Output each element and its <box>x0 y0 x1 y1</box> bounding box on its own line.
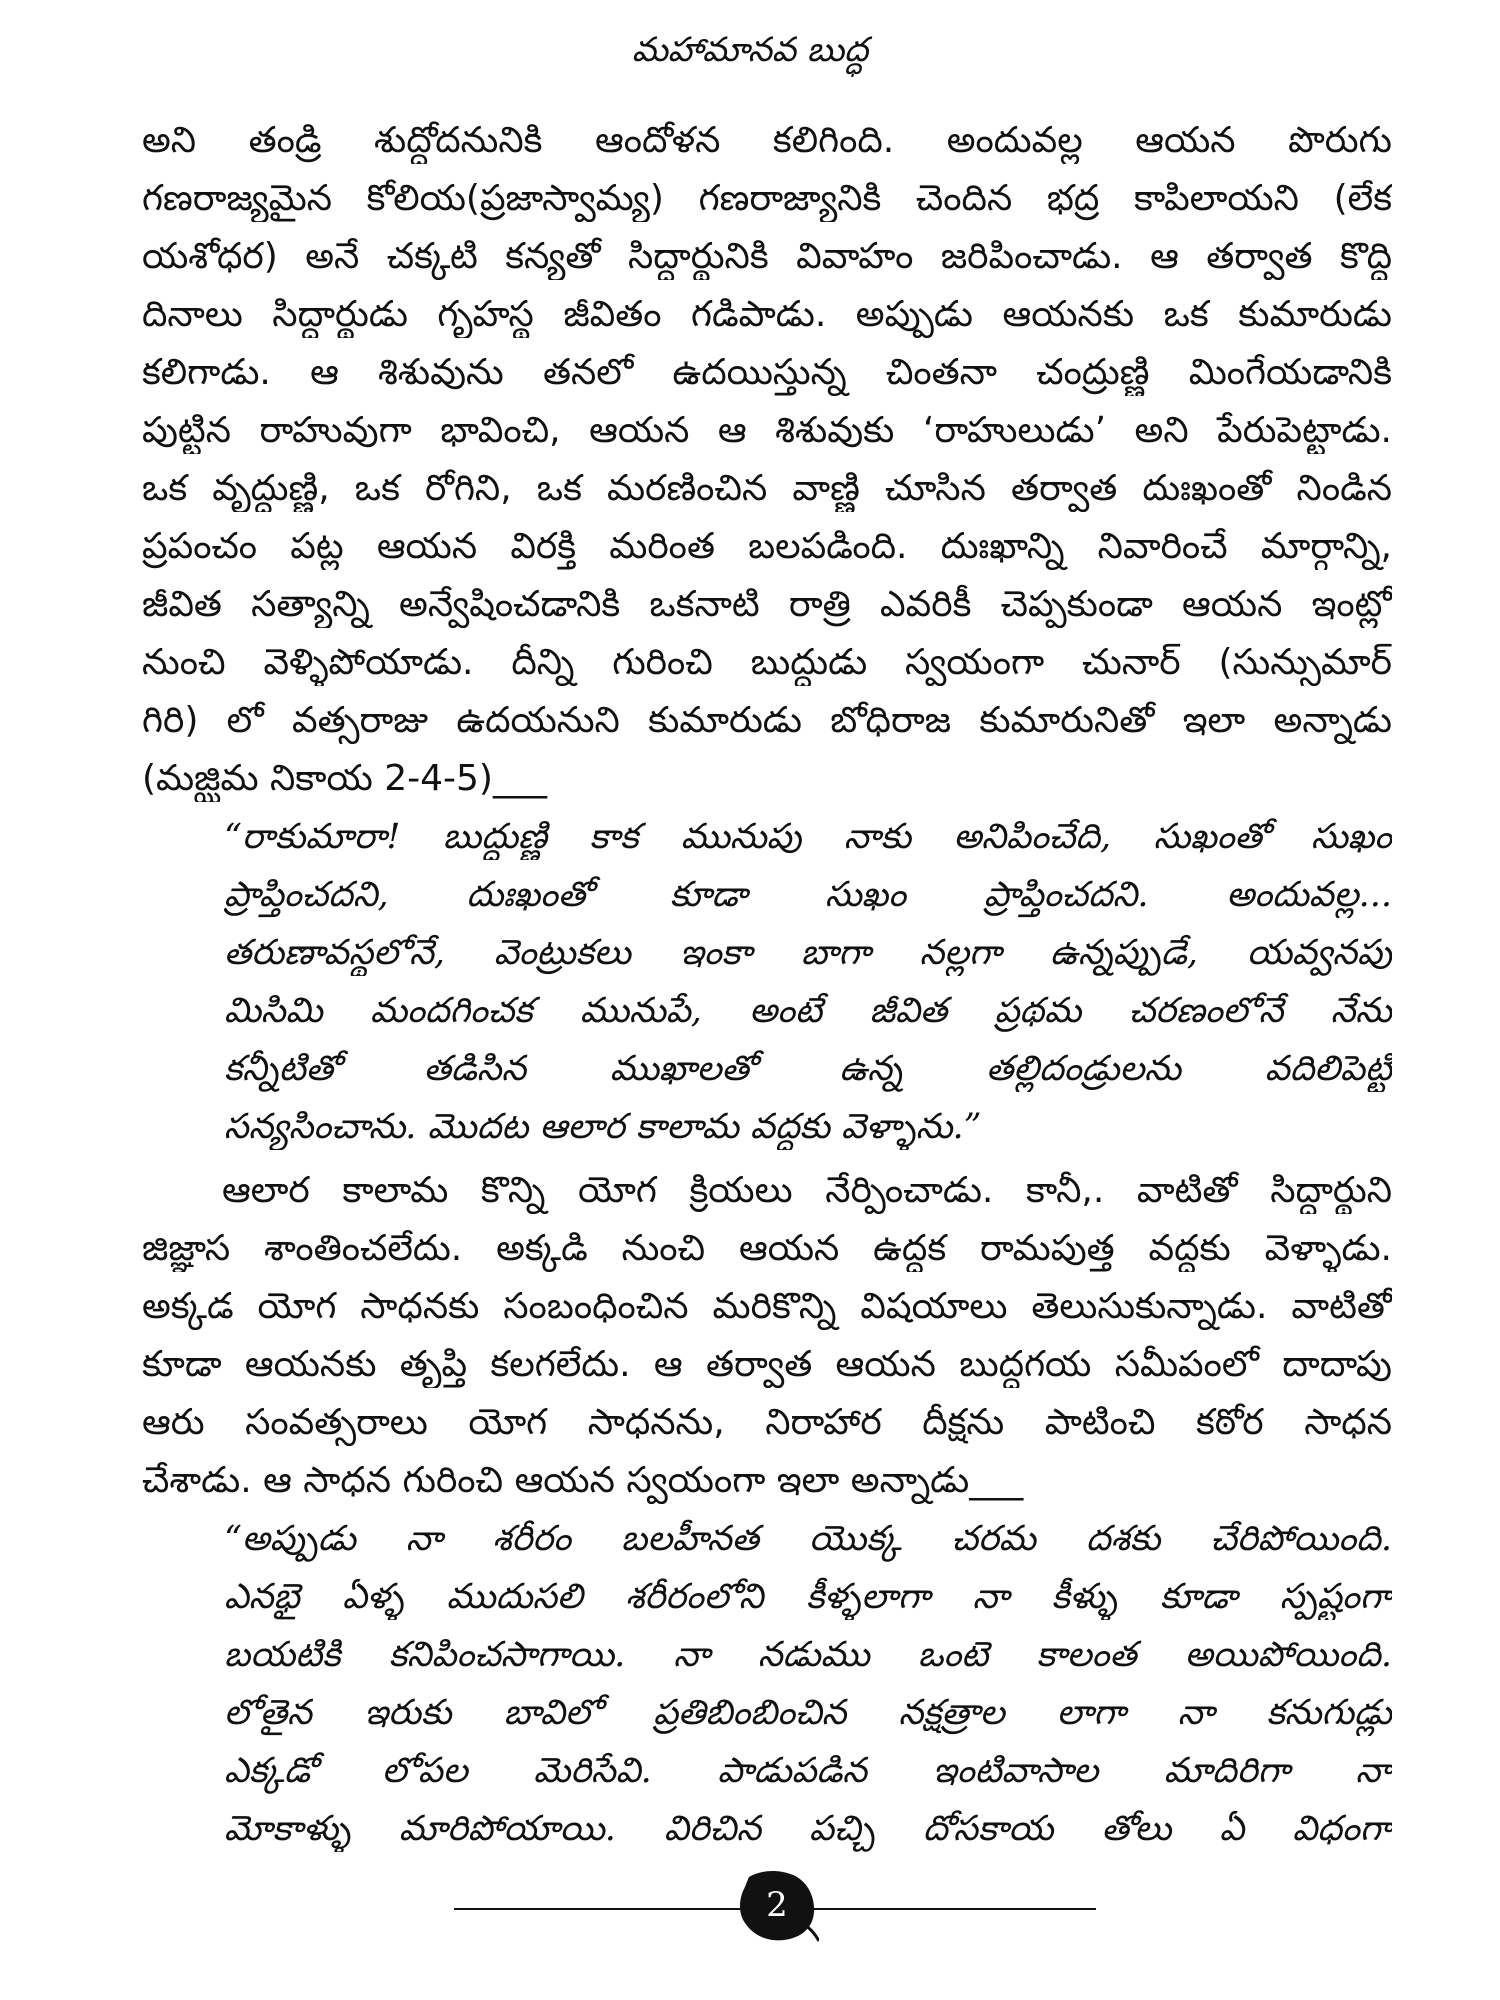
text-line: పుట్టిన రాహువుగా భావించి, ఆయన ఆ శిశువుకు ‘రాహులుడు’ అని పేరుపెట్టాడు. <box>142 410 1392 451</box>
text-line: గణరాజ్యమైన కోలియ(ప్రజాస్వామ్య) గణరాజ్యానికి చెందిన భద్ర కాపిలాయని (లేక <box>142 178 1392 219</box>
quote-line: కన్నీటితో తడిసిన ముఖాలతో ఉన్న తల్లిదండ్రులను వదిలిపెట్టి <box>224 1049 1392 1089</box>
quotation-1 <box>224 814 1392 1150</box>
text-line: ఆలార కాలామ కొన్ని యోగ క్రియలు నేర్పించాడు. కానీ,. వాటితో సిద్ధార్థుని <box>222 1170 1392 1211</box>
text-line: చేశాడు. ఆ సాధన గురించి ఆయన స్వయంగా ఇలా అన్నాడు___ <box>142 1460 1024 1501</box>
quote-line: తరుణావస్థలోనే, వెంట్రుకలు ఇంకా బాగా నల్లగా ఉన్నప్పుడే, యవ్వనపు <box>224 933 1392 973</box>
quote-line: సన్యసించాను. మొదట ఆలార కాలామ వద్దకు వెళ్ళాను.” <box>224 1107 982 1147</box>
quotation-2 <box>224 1516 1392 1852</box>
text-line: జిజ్ఞాస శాంతించలేదు. అక్కడి నుంచి ఆయన ఉద్దక రామపుత్త వద్దకు వెళ్ళాడు. <box>142 1228 1392 1269</box>
footer-rule-right <box>808 1908 1096 1910</box>
footer-rule-left <box>454 1908 744 1910</box>
paragraph-1 <box>142 118 1392 802</box>
running-header: మహామానవ బుద్ధ <box>631 30 869 70</box>
page-footer <box>0 1865 1500 1945</box>
quote-line: “రాకుమారా! బుద్ధుణ్ణి కాక మునుపు నాకు అనిపించేది, సుఖంతో సుఖం <box>224 817 1392 857</box>
page-body <box>142 118 1392 1870</box>
text-line: నుంచి వెళ్ళిపోయాడు. దీన్ని గురించి బుద్ధుడు స్వయంగా చునార్ (సున్సుమార్ <box>142 642 1392 683</box>
quote-line: “అప్పుడు నా శరీరం బలహీనత యొక్క చరమ దశకు చేరిపోయింది. <box>224 1519 1392 1559</box>
text-line: ఆరు సంవత్సరాలు యోగ సాధనను, నిరాహార దీక్షను పాటించి కఠోర సాధన <box>142 1402 1392 1443</box>
text-line: (మజ్ఝిమ నికాయ 2-4-5)___ <box>142 758 547 799</box>
text-line: కూడా ఆయనకు తృప్తి కలగలేదు. ఆ తర్వాత ఆయన బుద్ధగయ సమీపంలో దాదాపు <box>142 1344 1392 1385</box>
text-line: గిరి) లో వత్సరాజు ఉదయనుని కుమారుడు బోధిరాజ కుమారునితో ఇలా అన్నాడు <box>142 700 1392 741</box>
quote-line: బయటికి కనిపించసాగాయి. నా నడుము ఒంటె కాలంత అయిపోయింది. <box>224 1635 1392 1675</box>
quote-line: ఎనభై ఏళ్ళ ముదుసలి శరీరంలోని కీళ్ళలాగా నా కీళ్ళు కూడా స్పష్టంగా <box>224 1577 1392 1617</box>
text-line: దినాలు సిద్ధార్థుడు గృహస్థ జీవితం గడిపాడు. అప్పుడు ఆయనకు ఒక కుమారుడు <box>142 294 1392 335</box>
text-line: ప్రపంచం పట్ల ఆయన విరక్తి మరింత బలపడింది. దుఃఖాన్ని నివారించే మార్గాన్ని, <box>142 526 1392 567</box>
quote-line: మిసిమి మందగించక మునుపే, అంటే జీవిత ప్రథమ చరణంలోనే నేను <box>224 991 1392 1031</box>
text-line: అని తండ్రి శుద్ధోదనునికి ఆందోళన కలిగింది. అందువల్ల ఆయన పొరుగు <box>142 120 1392 161</box>
quote-line: ప్రాప్తించదని, దుఃఖంతో కూడా సుఖం ప్రాప్తించదని. అందువల్ల... <box>224 875 1392 915</box>
page-number: 2 <box>766 1885 788 1925</box>
paragraph-2 <box>142 1168 1392 1504</box>
text-line: యశోధర) అనే చక్కటి కన్యతో సిద్ధార్థునికి వివాహం జరిపించాడు. ఆ తర్వాత కొద్ది <box>142 236 1392 277</box>
text-line: అక్కడ యోగ సాధనకు సంబంధించిన మరికొన్ని విషయాలు తెలుసుకున్నాడు. వాటితో <box>142 1286 1392 1327</box>
text-line: జీవిత సత్యాన్ని అన్వేషించడానికి ఒకనాటి రాత్రి ఎవరికీ చెప్పకుండా ఆయన ఇంట్లో <box>142 584 1392 625</box>
text-line: ఒక వృద్ధుణ్ణి, ఒక రోగిని, ఒక మరణించిన వాణ్ణి చూసిన తర్వాత దుఃఖంతో నిండిన <box>142 468 1392 509</box>
quote-line: మోకాళ్ళు మారిపోయాయి. విరిచిన పచ్చి దోసకాయ తోలు ఏ విధంగా <box>224 1809 1392 1849</box>
quote-line: లోతైన ఇరుకు బావిలో ప్రతిబింబించిన నక్షత్రాల లాగా నా కనుగుడ్లు <box>224 1693 1392 1733</box>
text-line: కలిగాడు. ఆ శిశువును తనలో ఉదయిస్తున్న చింతనా చంద్రుణ్ణి మింగేయడానికి <box>142 352 1392 393</box>
quote-line: ఎక్కడో లోపల మెరిసేవి. పాడుపడిన ఇంటివాసాల మాదిరిగా నా <box>224 1751 1392 1791</box>
